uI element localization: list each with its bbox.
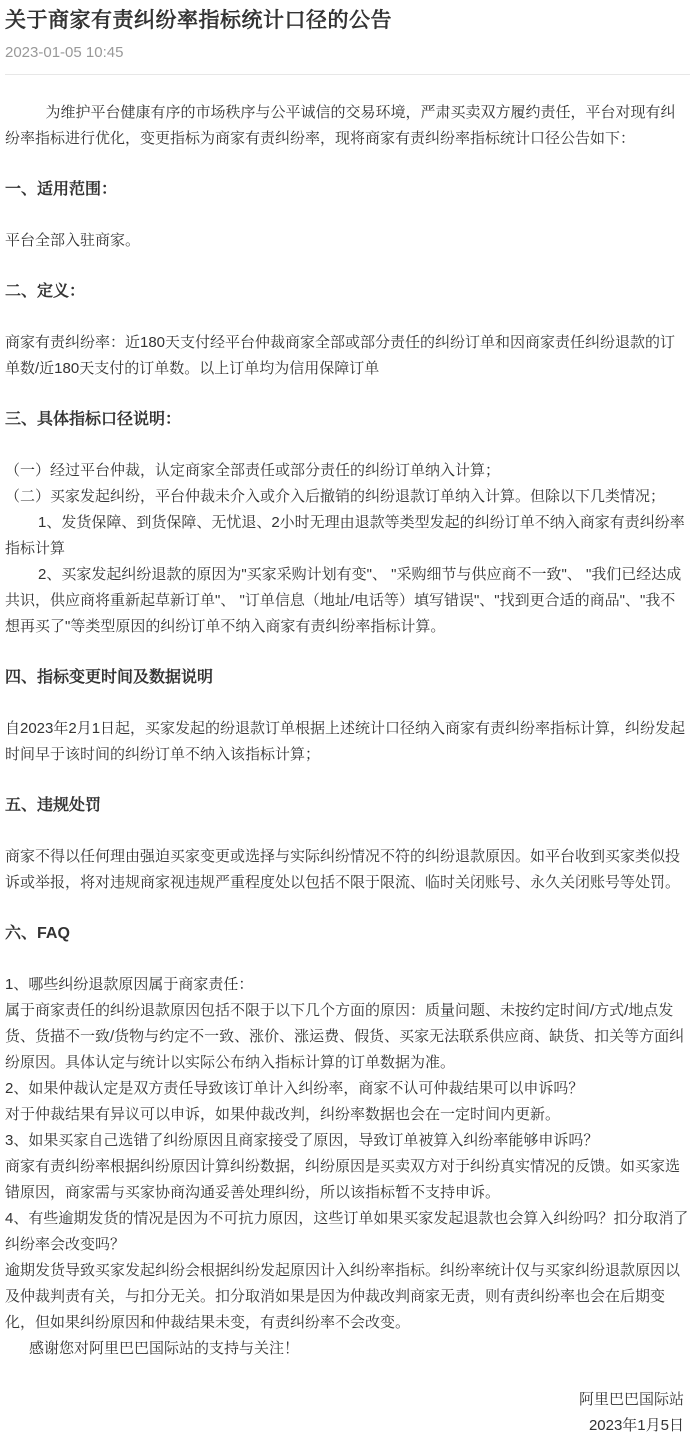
intro-paragraph: 为维护平台健康有序的市场秩序与公平诚信的交易环境，严肃买卖双方履约责任，平台对现有纠纷率指标进行优化，变更指标为商家有责纠纷率，现将商家有责纠纷率指标统计口径公告如下： (5, 104, 676, 148)
faq-question-2: 2、如果仲裁认定是双方责任导致该订单计入纠纷率，商家不认可仲裁结果可以申诉吗？ (5, 1080, 584, 1098)
section-body-change-time: 自2023年2月1日起，买家发起的纷退款订单根据上述统计口径纳入商家有责纠纷率指标计算，纠纷发起时间早于该时间的纠纷订单不纳入该指标计算； (5, 720, 686, 764)
document-body (5, 100, 690, 1439)
faq-answer-4: 逾期发货导致买家发起纠纷会根据纠纷发起原因计入纠纷率指标。纠纷率统计仅与买家纠纷退款原因以及仲裁判责有关，与扣分无关。扣分取消如果是因为仲裁改判商家无责，则有责纠纷率也会在后期变化，但如果纠纷原因和仲裁结果未变，有责纠纷率不会改变。 (5, 1262, 681, 1332)
signature-org: 阿里巴巴国际站 (578, 1391, 684, 1409)
criteria-item-2: （二）买家发起纠纷，平台仲裁未介入或介入后撤销的纠纷退款订单纳入计算。但除以下几类情况； (5, 488, 666, 506)
page-title: 关于商家有责纠纷率指标统计口径的公告 (5, 9, 392, 32)
signature-date: 2023年1月5日 (588, 1417, 684, 1435)
faq-answer-3: 商家有责纠纷率根据纠纷原因计算纠纷数据，纠纷原因是买卖双方对于纠纷真实情况的反馈。如买家选错原因，商家需与买家协商沟通妥善处理纠纷，所以该指标暂不支持申诉。 (5, 1158, 681, 1202)
criteria-subitem-2: 2、买家发起纠纷退款的原因为"买家采购计划有变"、 "采购细节与供应商不一致"、 "我们已经达成共识，供应商将重新起草新订单"、 "订单信息（地址/电话等）填写错误"、"找到更合适的商品"、"我不想再买了"等类型原因的纠纷订单不纳入商家有责纠纷率指标计算。 (5, 566, 682, 636)
publish-timestamp: 2023-01-05 10:45 (5, 44, 124, 62)
faq-answer-2: 对于仲裁结果有异议可以申诉，如果仲裁改判，纠纷率数据也会在一定时间内更新。 (5, 1106, 561, 1124)
faq-answer-1: 属于商家责任的纠纷退款原因包括不限于以下几个方面的原因：质量问题、未按约定时间/方式/地点发货、货描不一致/货物与约定不一致、涨价、涨运费、假货、买家无法联系供应商、缺货、扣关等方面纠纷原因。具体认定与统计以实际公布纳入指标计算的订单数据为准。 (5, 1002, 685, 1072)
faq-question-1: 1、哪些纠纷退款原因属于商家责任： (5, 976, 254, 994)
section-heading-faq: 六、FAQ (5, 925, 70, 943)
faq-question-4: 4、有些逾期发货的情况是因为不可抗力原因，这些订单如果买家发起退款也会算入纠纷吗？扣分取消了纠纷率会改变吗？ (5, 1210, 689, 1254)
faq-question-3: 3、如果买家自己选错了纠纷原因且商家接受了原因，导致订单被算入纠纷率能够申诉吗？ (5, 1132, 599, 1150)
section-heading-scope: 一、适用范围： (5, 181, 118, 199)
criteria-item-1: （一）经过平台仲裁，认定商家全部责任或部分责任的纠纷订单纳入计算； (5, 462, 501, 480)
section-heading-change-time: 四、指标变更时间及数据说明 (5, 669, 214, 687)
faq-list (5, 972, 690, 1362)
section-heading-criteria: 三、具体指标口径说明： (5, 411, 182, 429)
section-heading-definition: 二、定义： (5, 283, 86, 301)
criteria-subitem-1: 1、发货保障、到货保障、无忧退、2小时无理由退款等类型发起的纠纷订单不纳入商家有责纠纷率指标计算 (5, 514, 685, 558)
section-body-criteria (5, 458, 690, 640)
header-divider (5, 74, 690, 75)
section-body-definition: 商家有责纠纷率：近180天支付经平台仲裁商家全部或部分责任的纠纷订单和因商家责任纠纷退款的订单数/近180天支付的订单数。以上订单均为信用保障订单 (5, 334, 676, 378)
section-body-scope: 平台全部入驻商家。 (5, 232, 141, 250)
signature (5, 1387, 690, 1439)
closing-thanks: 感谢您对阿里巴巴国际站的支持与关注！ (29, 1340, 300, 1358)
section-heading-penalty: 五、违规处罚 (5, 797, 102, 815)
section-body-penalty: 商家不得以任何理由强迫买家变更或选择与实际纠纷情况不符的纠纷退款原因。如平台收到买家类似投诉或举报，将对违规商家视违规严重程度处以包括不限于限流、临时关闭账号、永久关闭账号等处罚。 (5, 848, 681, 892)
